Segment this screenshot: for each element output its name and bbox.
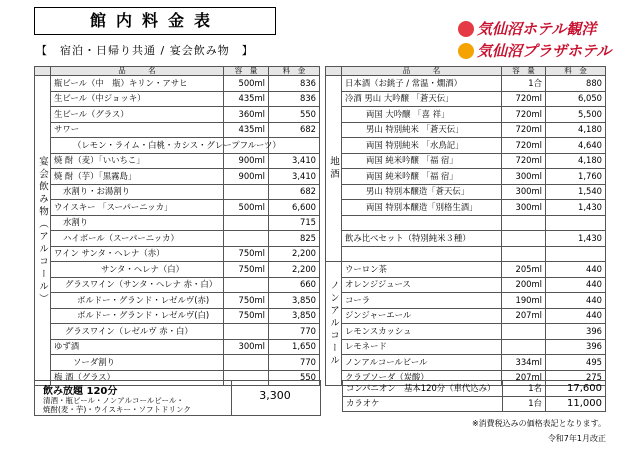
item-volume: 300ml <box>502 184 546 200</box>
item-price: 2,200 <box>269 262 320 278</box>
item-price: 682 <box>269 184 320 200</box>
item-volume: 720ml <box>502 153 546 169</box>
table-row <box>35 262 320 278</box>
item-volume <box>224 231 269 247</box>
item-price: 396 <box>546 324 606 340</box>
item-volume: 1合 <box>502 76 546 92</box>
item-name: 両国 大吟醸 「喜 祥」 <box>342 107 502 123</box>
table-row <box>326 231 606 247</box>
table-row <box>326 339 606 355</box>
item-price: 3,410 <box>269 169 320 185</box>
table-row <box>35 246 320 262</box>
item-price: 770 <box>269 324 320 340</box>
item-price: 770 <box>269 355 320 371</box>
table-row <box>326 200 606 216</box>
table-row <box>326 76 606 92</box>
item-volume: 500ml <box>224 200 269 216</box>
item-price: 1,430 <box>546 231 606 247</box>
item-name: ノンアルコールビール <box>342 355 502 371</box>
item-volume: 720ml <box>502 138 546 154</box>
item-name: グラスワイン（レゼルヴ 赤・白） <box>51 324 224 340</box>
alcohol-table: 品 名 容 量 料 金 宴会飲み物（アルコール） 瓶ビール（中 瓶）キリン・アサヒ 500ml 836 生ビール（中ジョッキ） 435ml 836 生ビール（グラス） 360ml 550 サワー 435ml 682 （レモン・ライム・白桃・カシス・グレープフルーツ） 焼 酎（麦）「いいちこ」 900ml 3,410 焼 酎（芋）「黒霧島」 900ml 3,410 水割り・お湯割り 682 ウイスキー 「スーパーニッカ」 500ml 6,600 水割り 715 ハイボール（スーパーニッカ） 825 ワイン サンタ・ヘレナ（赤） 750ml 2,200 サンタ・ヘレナ（白） 750ml 2,200 グラスワイン（サンタ・ヘレナ 赤・白） 660 ボルドー・グランド・レゼルヴ(赤) 750ml 3,850 ボルドー・グランド・レゼルヴ(白) 750ml 3,850 グラスワイン（レゼルヴ 赤・白） 770 ゆず酒 300ml 1,650 ソーダ割り 770 梅 酒（グラス） 550 <box>34 66 320 386</box>
plaza-hotel-logo: 気仙沼プラザホテル <box>458 40 611 61</box>
item-name: レモネード <box>342 339 502 355</box>
item-name: 男山 特別本醸造「蒼天伝」 <box>342 184 502 200</box>
item-price: 4,640 <box>546 138 606 154</box>
item-price: 6,050 <box>546 91 606 107</box>
item-name: 両国 純米吟醸 「福 宿」 <box>342 153 502 169</box>
item-name: （レモン・ライム・白桃・カシス・グレープフルーツ） <box>51 138 224 154</box>
item-name: 焼 酎（麦）「いいちこ」 <box>51 153 224 169</box>
item-name: 飲み比べセット（特別純米３種） <box>342 231 502 247</box>
item-price: 440 <box>546 277 606 293</box>
table-row <box>326 277 606 293</box>
item-price: 3,850 <box>269 308 320 324</box>
item-price: 1,430 <box>546 200 606 216</box>
item-volume <box>502 246 546 262</box>
table-row <box>35 308 320 324</box>
item-name: 両国 特別純米 「水鳥記」 <box>342 138 502 154</box>
item-name: オレンジジュース <box>342 277 502 293</box>
item-volume: 720ml <box>502 122 546 138</box>
nomihoudai-box <box>34 380 321 416</box>
item-volume: 300ml <box>502 169 546 185</box>
table-row <box>35 231 320 247</box>
item-name: 生ビール（グラス） <box>51 107 224 123</box>
category-alcohol: 宴会飲み物（アルコール） <box>35 76 51 386</box>
table-row <box>35 184 320 200</box>
table-row <box>35 293 320 309</box>
item-price: 1,650 <box>269 339 320 355</box>
nomihoudai-title: 飲み放題 120分 <box>43 386 118 397</box>
item-name: 梅 酒（グラス） <box>51 370 224 386</box>
item-price: 6,600 <box>269 200 320 216</box>
item-name: ゆず酒 <box>51 339 224 355</box>
item-price: 495 <box>546 355 606 371</box>
item-price: 440 <box>546 308 606 324</box>
item-volume: 207ml <box>502 370 546 386</box>
item-price: 836 <box>269 91 320 107</box>
item-price: 825 <box>269 231 320 247</box>
item-price: 550 <box>269 370 320 386</box>
page-title: 館内料金表 <box>34 7 276 35</box>
sake-softdrink-table: 品 名 容 量 料 金 地酒 日本酒（お銚子 / 常温・燗酒） 1合 880 冷酒 男山 大吟醸 「蒼天伝」 720ml 6,050 両国 大吟醸 「喜 祥」 720ml 5,500 男山 特別純米 「蒼天伝」 720ml 4,180 両国 特別純米 「水鳥記」 720ml 4,640 両国 純米吟醸 「福 宿」 720ml 4,180 両国 純米吟醸 「福 宿」 300ml 1,760 男山 特別本醸造「蒼天伝」 300ml 1,540 両国 特別本醸造「別格生酒」 300ml 1,430 飲み比べセット（特別純米３種） 1,430 ノンアルコール ウーロン茶 205ml 440 オレンジジュース 200ml 440 コーラ 190ml 440 ジンジャーエール 207ml 440 レモンスカッシュ 396 レモネード 396 ノンアルコールビール 334ml 495 クラブソーダ（炭酸） 207ml 275 <box>325 66 606 386</box>
table-row <box>326 215 606 231</box>
item-price: 682 <box>269 122 320 138</box>
table-row <box>35 200 320 216</box>
item-price: 836 <box>269 76 320 92</box>
item-price: 3,850 <box>269 293 320 309</box>
item-volume: 750ml <box>224 308 269 324</box>
nomihoudai-line1: 清酒・瓶ビール・ノンアルコールビール・ <box>43 396 184 405</box>
item-name: 両国 純米吟醸 「福 宿」 <box>342 169 502 185</box>
revision-date: 令和7年1月改正 <box>547 434 606 443</box>
extra-price: 17,600 <box>546 381 606 397</box>
item-volume: 900ml <box>224 169 269 185</box>
item-name: ワイン サンタ・ヘレナ（赤） <box>51 246 224 262</box>
item-price: 880 <box>546 76 606 92</box>
table-row <box>326 122 606 138</box>
table-row <box>35 215 320 231</box>
item-name <box>342 215 502 231</box>
plaza-mark-icon <box>458 43 474 59</box>
item-volume <box>502 324 546 340</box>
item-volume: 720ml <box>502 107 546 123</box>
table-row <box>326 246 606 262</box>
extras-table <box>342 380 606 412</box>
subtitle: 【 宿泊・日帰り共通 / 宴会飲み物 】 <box>36 44 254 57</box>
item-name: ボルドー・グランド・レゼルヴ(赤) <box>51 293 224 309</box>
table-row <box>35 138 320 154</box>
item-name: 冷酒 男山 大吟醸 「蒼天伝」 <box>342 91 502 107</box>
item-name: コーラ <box>342 293 502 309</box>
item-volume: 205ml <box>502 262 546 278</box>
extra-unit: 1名 <box>503 381 546 397</box>
item-name: グラスワイン（サンタ・ヘレナ 赤・白） <box>51 277 224 293</box>
item-volume <box>502 215 546 231</box>
item-name: 水割り・お湯割り <box>51 184 224 200</box>
table-row <box>35 153 320 169</box>
item-name: クラブソーダ（炭酸） <box>342 370 502 386</box>
nomihoudai-line2: 焼酎(麦・芋)・ウイスキー・ソフトドリンク <box>43 405 191 414</box>
hotel-kanyo-logo: 気仙沼ホテル観洋 <box>458 18 596 39</box>
item-volume: 435ml <box>224 91 269 107</box>
item-price: 1,760 <box>546 169 606 185</box>
extras-row <box>343 396 606 412</box>
item-volume <box>502 231 546 247</box>
category-non-alcohol: ノンアルコール <box>326 262 342 386</box>
item-name: ハイボール（スーパーニッカ） <box>51 231 224 247</box>
item-price: 1,540 <box>546 184 606 200</box>
item-price: 275 <box>546 370 606 386</box>
item-name: ウイスキー 「スーパーニッカ」 <box>51 200 224 216</box>
table-row <box>326 308 606 324</box>
table-row <box>326 107 606 123</box>
item-name: ウーロン茶 <box>342 262 502 278</box>
item-price: 3,410 <box>269 153 320 169</box>
table-row <box>35 339 320 355</box>
table-row <box>326 153 606 169</box>
item-name: 男山 特別純米 「蒼天伝」 <box>342 122 502 138</box>
table-row <box>326 262 606 278</box>
item-price: 5,500 <box>546 107 606 123</box>
table-row <box>326 324 606 340</box>
table-row <box>35 107 320 123</box>
item-name: サワー <box>51 122 224 138</box>
item-volume: 300ml <box>502 200 546 216</box>
table-row <box>35 324 320 340</box>
item-name: 両国 特別本醸造「別格生酒」 <box>342 200 502 216</box>
item-name <box>342 246 502 262</box>
item-name: 瓶ビール（中 瓶）キリン・アサヒ <box>51 76 224 92</box>
item-volume: 300ml <box>224 339 269 355</box>
item-name: 日本酒（お銚子 / 常温・燗酒） <box>342 76 502 92</box>
divider <box>231 381 232 415</box>
extra-name: カラオケ <box>343 396 503 412</box>
table-row <box>326 184 606 200</box>
item-price: 715 <box>269 215 320 231</box>
item-price <box>546 215 606 231</box>
table-row <box>326 355 606 371</box>
item-name: ジンジャーエール <box>342 308 502 324</box>
item-price: 2,200 <box>269 246 320 262</box>
item-volume: 207ml <box>502 308 546 324</box>
table-row <box>35 76 320 92</box>
table-row <box>326 169 606 185</box>
item-volume <box>224 184 269 200</box>
item-volume: 334ml <box>502 355 546 371</box>
item-name: ボルドー・グランド・レゼルヴ(白) <box>51 308 224 324</box>
item-price: 440 <box>546 262 606 278</box>
item-price: 4,180 <box>546 153 606 169</box>
item-volume <box>224 355 269 371</box>
item-volume: 750ml <box>224 246 269 262</box>
item-price: 440 <box>546 293 606 309</box>
table-row <box>326 91 606 107</box>
tax-note: ※消費税込みの価格表記となります。 <box>471 419 606 428</box>
table-row <box>35 91 320 107</box>
item-volume: 900ml <box>224 153 269 169</box>
item-volume: 750ml <box>224 293 269 309</box>
item-volume: 360ml <box>224 107 269 123</box>
item-price: 550 <box>269 107 320 123</box>
item-name: 焼 酎（芋）「黒霧島」 <box>51 169 224 185</box>
item-name: ソーダ割り <box>51 355 224 371</box>
extras-row <box>343 381 606 397</box>
item-volume: 500ml <box>224 76 269 92</box>
item-volume: 435ml <box>224 122 269 138</box>
item-volume <box>224 277 269 293</box>
table-row <box>35 355 320 371</box>
category-sake: 地酒 <box>326 76 342 262</box>
table-row <box>35 122 320 138</box>
item-volume: 190ml <box>502 293 546 309</box>
item-name: レモンスカッシュ <box>342 324 502 340</box>
item-volume: 200ml <box>502 277 546 293</box>
item-volume <box>224 324 269 340</box>
item-name: 生ビール（中ジョッキ） <box>51 91 224 107</box>
item-volume: 750ml <box>224 262 269 278</box>
item-volume: 720ml <box>502 91 546 107</box>
item-volume <box>502 339 546 355</box>
item-price: 396 <box>546 339 606 355</box>
extra-price: 11,000 <box>546 396 606 412</box>
table-row <box>35 169 320 185</box>
extra-unit: 1台 <box>503 396 546 412</box>
item-name: 水割り <box>51 215 224 231</box>
item-price: 4,180 <box>546 122 606 138</box>
kanyo-mark-icon <box>458 21 474 37</box>
item-name: サンタ・ヘレナ（白） <box>51 262 224 278</box>
nomihoudai-price: 3,300 <box>259 389 291 402</box>
extra-name: コンパニオン 基本120分（車代込み） <box>343 381 503 397</box>
item-volume <box>224 215 269 231</box>
item-price <box>546 246 606 262</box>
table-row <box>326 138 606 154</box>
table-row <box>326 293 606 309</box>
table-row <box>35 277 320 293</box>
item-price: 660 <box>269 277 320 293</box>
